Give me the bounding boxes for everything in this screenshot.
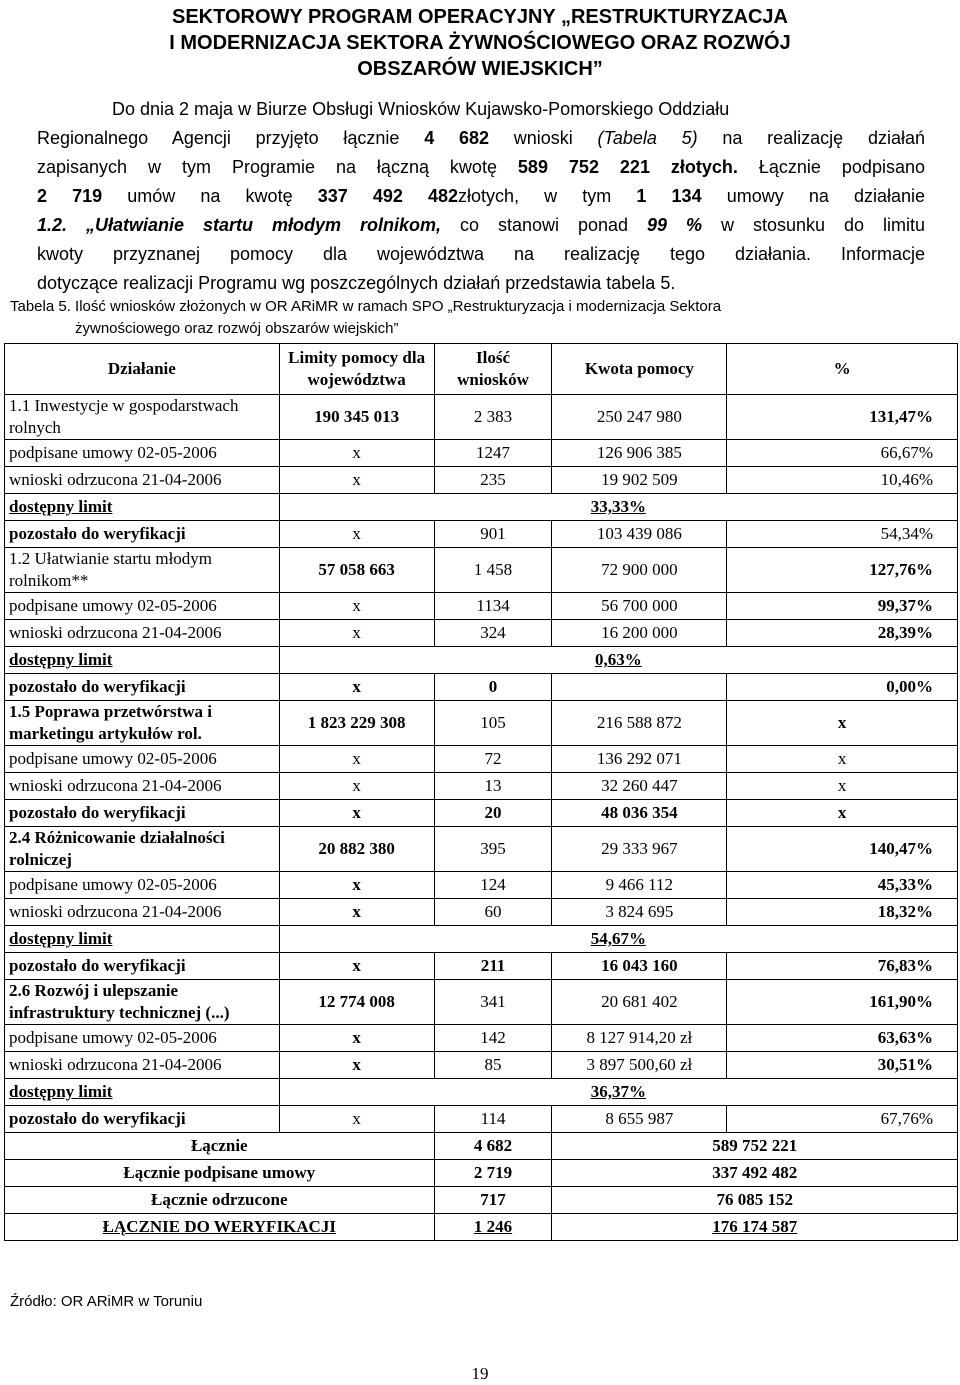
para-line-2: Regionalnego Agencji przyjęto łącznie 4 682 wnioski (Tabela 5) na realizację działań <box>37 128 925 148</box>
signed-pct: 99,37% <box>727 593 958 620</box>
rejected-label: wnioski odrzucona 21-04-2006 <box>5 467 280 494</box>
available-label: dostępny limit <box>5 647 280 674</box>
signed-row <box>5 872 958 899</box>
action-pct: 127,76% <box>727 548 958 593</box>
action-amount: 29 333 967 <box>552 827 727 872</box>
action-pct: x <box>727 701 958 746</box>
action-pct: 161,90% <box>727 980 958 1025</box>
para-line-4: 2 719 umów na kwotę 337 492 482złotych, w tym 1 134 umowy na działanie <box>37 186 926 206</box>
rejected-limit: x <box>279 1052 434 1079</box>
available-label: dostępny limit <box>5 1079 280 1106</box>
rejected-count: 235 <box>434 467 552 494</box>
action-name: 1.5 Poprawa przetwórstwa i marketingu artykułów rol. <box>5 701 280 746</box>
action-main-row <box>5 827 958 872</box>
action-count: 341 <box>434 980 552 1025</box>
rejected-row <box>5 899 958 926</box>
pending-limit: x <box>279 953 434 980</box>
pending-amount: 8 655 987 <box>552 1106 727 1133</box>
rejected-row <box>5 467 958 494</box>
pending-count: 0 <box>434 674 552 701</box>
rejected-pct: x <box>727 773 958 800</box>
signed-pct: 66,67% <box>727 440 958 467</box>
rejected-limit: x <box>279 620 434 647</box>
signed-count: 142 <box>434 1025 552 1052</box>
rejected-amount: 16 200 000 <box>552 620 727 647</box>
rejected-label: wnioski odrzucona 21-04-2006 <box>5 620 280 647</box>
intro-paragraph <box>37 95 925 298</box>
signed-limit: x <box>279 872 434 899</box>
pending-count: 20 <box>434 800 552 827</box>
signed-row <box>5 593 958 620</box>
pending-count: 211 <box>434 953 552 980</box>
pending-row <box>5 521 958 548</box>
totals-row <box>5 1133 958 1160</box>
rejected-amount: 32 260 447 <box>552 773 727 800</box>
signed-count: 124 <box>434 872 552 899</box>
pending-row <box>5 800 958 827</box>
para-line-6: kwoty przyznanej pomocy dla województwa na realizację tego działania. Informacje <box>37 244 925 264</box>
rejected-row <box>5 1052 958 1079</box>
rejected-amount: 19 902 509 <box>552 467 727 494</box>
action-name: 1.1 Inwestycje w gospodarstwach rolnych <box>5 395 280 440</box>
pending-row <box>5 674 958 701</box>
signed-limit: x <box>279 746 434 773</box>
pending-amount: 16 043 160 <box>552 953 727 980</box>
rejected-count: 85 <box>434 1052 552 1079</box>
rejected-count: 324 <box>434 620 552 647</box>
pending-amount: 48 036 354 <box>552 800 727 827</box>
action-count: 395 <box>434 827 552 872</box>
signed-amount: 56 700 000 <box>552 593 727 620</box>
pending-pct: x <box>727 800 958 827</box>
pending-label: pozostało do weryfikacji <box>5 521 280 548</box>
action-main-row <box>5 395 958 440</box>
available-label: dostępny limit <box>5 494 280 521</box>
action-amount: 72 900 000 <box>552 548 727 593</box>
action-main-row <box>5 701 958 746</box>
header-pct: % <box>727 344 958 395</box>
pending-limit: x <box>279 521 434 548</box>
pending-amount <box>552 674 727 701</box>
action-main-row <box>5 548 958 593</box>
signed-count: 1134 <box>434 593 552 620</box>
signed-label: podpisane umowy 02-05-2006 <box>5 746 280 773</box>
title-line-1: SEKTOROWY PROGRAM OPERACYJNY „RESTRUKTURYZACJA <box>172 6 788 28</box>
action-name: 2.6 Rozwój i ulepszanie infrastruktury technicznej (...) <box>5 980 280 1025</box>
pending-row <box>5 953 958 980</box>
header-count: Ilość wniosków <box>434 344 552 395</box>
totals-label: Łącznie odrzucone <box>5 1187 435 1214</box>
action-pct: 140,47% <box>727 827 958 872</box>
pending-count: 901 <box>434 521 552 548</box>
signed-row <box>5 440 958 467</box>
pending-row <box>5 1106 958 1133</box>
signed-limit: x <box>279 1025 434 1052</box>
source-note: Źródło: OR ARiMR w Toruniu <box>10 1293 203 1310</box>
rejected-limit: x <box>279 773 434 800</box>
pending-limit: x <box>279 674 434 701</box>
totals-amount: 337 492 482 <box>552 1160 958 1187</box>
action-name: 2.4 Różnicowanie działalności rolniczej <box>5 827 280 872</box>
title-line-3: OBSZARÓW WIEJSKICH” <box>357 58 603 80</box>
action-main-row <box>5 980 958 1025</box>
signed-label: podpisane umowy 02-05-2006 <box>5 872 280 899</box>
signed-limit: x <box>279 440 434 467</box>
pending-amount: 103 439 086 <box>552 521 727 548</box>
pending-pct: 67,76% <box>727 1106 958 1133</box>
available-label: dostępny limit <box>5 926 280 953</box>
action-amount: 216 588 872 <box>552 701 727 746</box>
totals-row <box>5 1160 958 1187</box>
action-amount: 20 681 402 <box>552 980 727 1025</box>
totals-label: Łącznie <box>5 1133 435 1160</box>
pending-label: pozostało do weryfikacji <box>5 953 280 980</box>
rejected-label: wnioski odrzucona 21-04-2006 <box>5 899 280 926</box>
title-line-2: I MODERNIZACJA SEKTORA ŻYWNOŚCIOWEGO ORAZ ROZWÓJ <box>169 32 791 54</box>
document-title <box>0 4 960 82</box>
signed-amount: 8 127 914,20 zł <box>552 1025 727 1052</box>
caption-line-1: Tabela 5. Ilość wniosków złożonych w OR ARiMR w ramach SPO „Restrukturyzacja i modernizacja Sektora <box>10 298 722 315</box>
rejected-pct: 28,39% <box>727 620 958 647</box>
action-count: 2 383 <box>434 395 552 440</box>
rejected-limit: x <box>279 467 434 494</box>
totals-amount: 76 085 152 <box>552 1187 958 1214</box>
totals-label: Łącznie podpisane umowy <box>5 1160 435 1187</box>
pending-count: 114 <box>434 1106 552 1133</box>
table-header-row <box>5 344 958 395</box>
signed-label: podpisane umowy 02-05-2006 <box>5 593 280 620</box>
pending-pct: 54,34% <box>727 521 958 548</box>
totals-label: ŁĄCZNIE DO WERYFIKACJI <box>5 1214 435 1241</box>
available-value: 0,63% <box>279 647 957 674</box>
pending-limit: x <box>279 1106 434 1133</box>
signed-pct: 45,33% <box>727 872 958 899</box>
signed-count: 72 <box>434 746 552 773</box>
action-count: 105 <box>434 701 552 746</box>
pending-limit: x <box>279 800 434 827</box>
header-limit: Limity pomocy dla województwa <box>279 344 434 395</box>
pending-label: pozostało do weryfikacji <box>5 1106 280 1133</box>
rejected-count: 60 <box>434 899 552 926</box>
available-value: 33,33% <box>279 494 957 521</box>
signed-amount: 136 292 071 <box>552 746 727 773</box>
totals-count: 1 246 <box>434 1214 552 1241</box>
para-line-7: dotyczące realizacji Programu wg poszczególnych działań przedstawia tabela 5. <box>37 273 676 293</box>
totals-amount: 176 174 587 <box>552 1214 958 1241</box>
para-line-5: 1.2. „Ułatwianie startu młodym rolnikom, co stanowi ponad 99 % w stosunku do limitu <box>37 215 926 235</box>
action-count: 1 458 <box>434 548 552 593</box>
signed-limit: x <box>279 593 434 620</box>
signed-pct: 63,63% <box>727 1025 958 1052</box>
table-caption <box>10 296 945 340</box>
rejected-label: wnioski odrzucona 21-04-2006 <box>5 773 280 800</box>
available-value: 36,37% <box>279 1079 957 1106</box>
signed-amount: 9 466 112 <box>552 872 727 899</box>
signed-row <box>5 1025 958 1052</box>
action-limit: 57 058 663 <box>279 548 434 593</box>
pending-label: pozostało do weryfikacji <box>5 800 280 827</box>
action-name: 1.2 Ułatwianie startu młodym rolnikom** <box>5 548 280 593</box>
rejected-row <box>5 773 958 800</box>
header-action: Działanie <box>5 344 280 395</box>
rejected-label: wnioski odrzucona 21-04-2006 <box>5 1052 280 1079</box>
signed-label: podpisane umowy 02-05-2006 <box>5 1025 280 1052</box>
action-pct: 131,47% <box>727 395 958 440</box>
para-line-3: zapisanych w tym Programie na łączną kwotę 589 752 221 złotych. Łącznie podpisano <box>37 157 925 177</box>
rejected-amount: 3 824 695 <box>552 899 727 926</box>
available-limit-row <box>5 1079 958 1106</box>
available-limit-row <box>5 647 958 674</box>
rejected-limit: x <box>279 899 434 926</box>
rejected-pct: 30,51% <box>727 1052 958 1079</box>
signed-row <box>5 746 958 773</box>
rejected-row <box>5 620 958 647</box>
rejected-pct: 10,46% <box>727 467 958 494</box>
rejected-pct: 18,32% <box>727 899 958 926</box>
pending-pct: 76,83% <box>727 953 958 980</box>
para-line-1: Do dnia 2 maja w Biurze Obsługi Wniosków Kujawsko-Pomorskiego Oddziału <box>112 99 730 119</box>
pending-label: pozostało do weryfikacji <box>5 674 280 701</box>
available-limit-row <box>5 494 958 521</box>
action-limit: 12 774 008 <box>279 980 434 1025</box>
signed-amount: 126 906 385 <box>552 440 727 467</box>
action-limit: 20 882 380 <box>279 827 434 872</box>
header-amount: Kwota pomocy <box>552 344 727 395</box>
signed-label: podpisane umowy 02-05-2006 <box>5 440 280 467</box>
available-limit-row <box>5 926 958 953</box>
available-value: 54,67% <box>279 926 957 953</box>
caption-line-2: żywnościowego oraz rozwój obszarów wiejskich” <box>75 320 399 337</box>
totals-row <box>5 1187 958 1214</box>
applications-table <box>4 343 958 1241</box>
rejected-count: 13 <box>434 773 552 800</box>
action-amount: 250 247 980 <box>552 395 727 440</box>
action-limit: 1 823 229 308 <box>279 701 434 746</box>
totals-amount: 589 752 221 <box>552 1133 958 1160</box>
totals-count: 2 719 <box>434 1160 552 1187</box>
page-number: 19 <box>471 1364 489 1383</box>
rejected-amount: 3 897 500,60 zł <box>552 1052 727 1079</box>
pending-pct: 0,00% <box>727 674 958 701</box>
signed-count: 1247 <box>434 440 552 467</box>
signed-pct: x <box>727 746 958 773</box>
totals-count: 4 682 <box>434 1133 552 1160</box>
totals-row <box>5 1214 958 1241</box>
totals-count: 717 <box>434 1187 552 1214</box>
action-limit: 190 345 013 <box>279 395 434 440</box>
